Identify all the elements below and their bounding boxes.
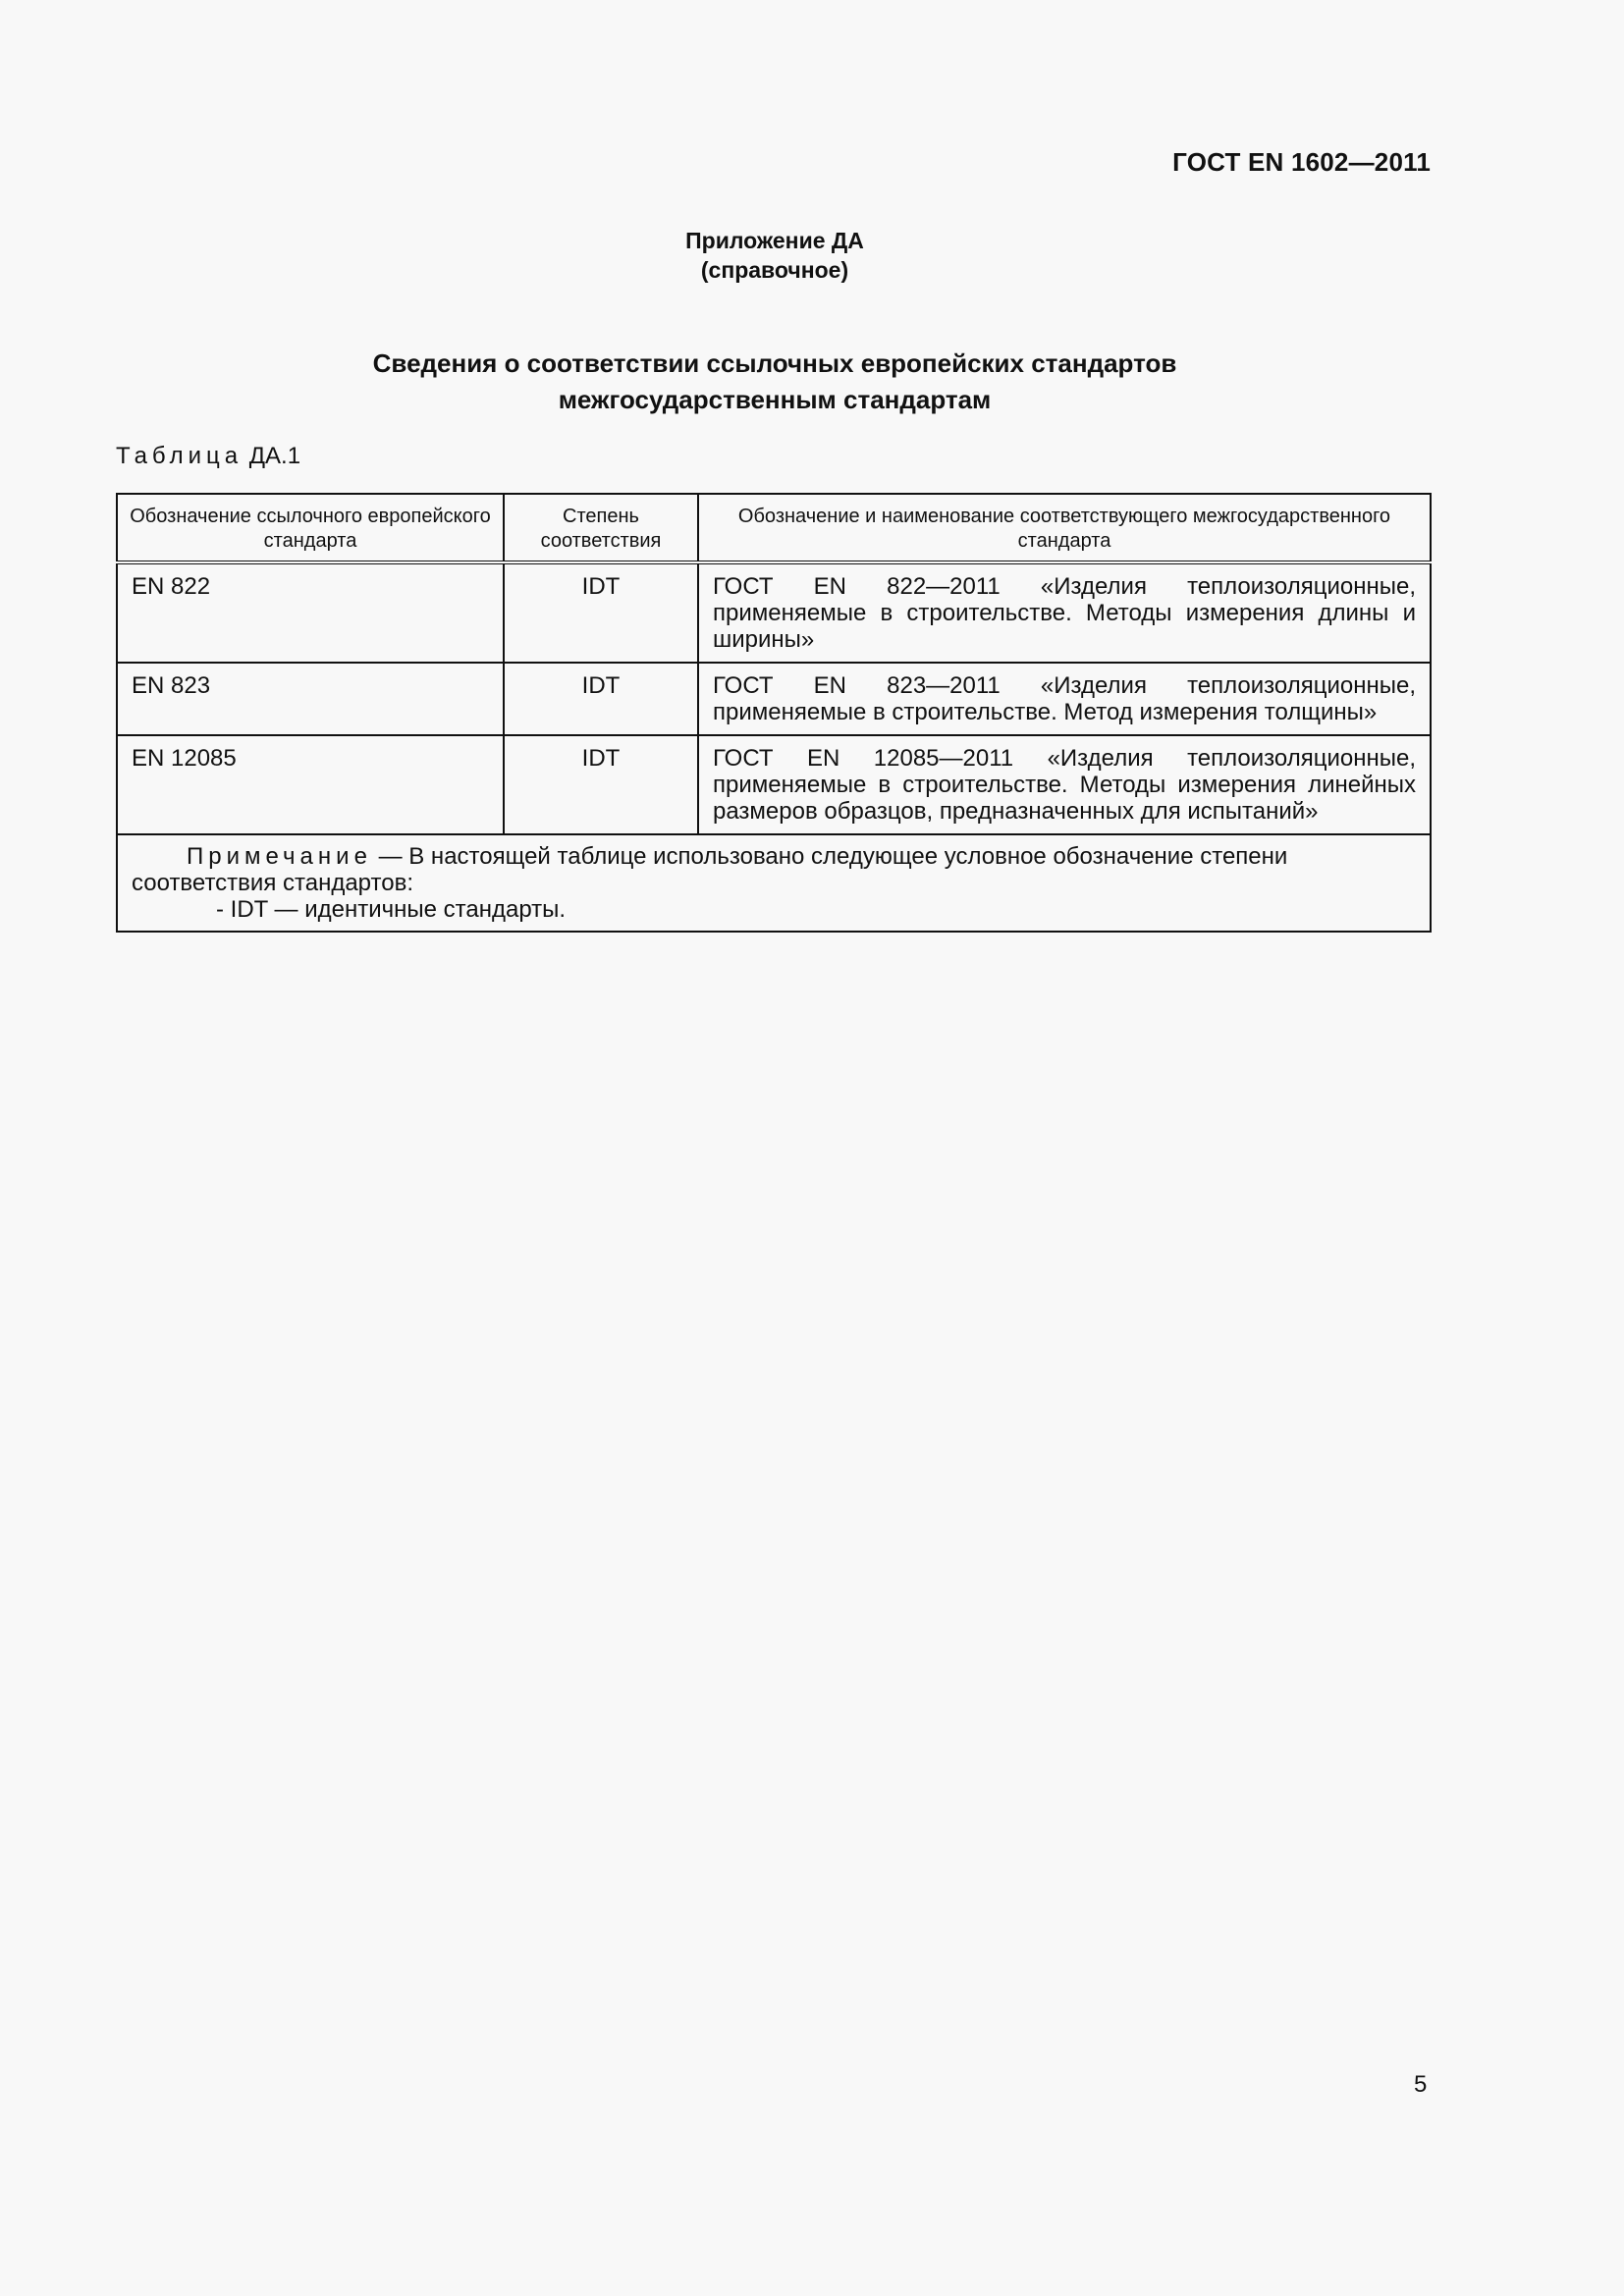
document-code: ГОСТ EN 1602—2011: [1172, 147, 1431, 177]
table-note-row: [117, 834, 1431, 932]
table-row: [117, 663, 1431, 735]
appendix-block: [0, 226, 1549, 285]
cell-ref: EN 12085: [117, 735, 504, 834]
table-row: [117, 562, 1431, 663]
appendix-subtitle: (справочное): [700, 257, 849, 283]
note-paragraph: [132, 843, 1416, 896]
header-gost-standard: Обозначение и наименование соответствующего межгосударственного стандарта: [698, 494, 1431, 562]
cell-ref: EN 822: [117, 562, 504, 663]
cell-degree: IDT: [504, 735, 698, 834]
section-heading: [0, 346, 1549, 418]
cell-gost: ГОСТ EN 823—2011 «Изделия теплоизоляционные, применяемые в строительстве. Метод измерения толщины»: [698, 663, 1431, 735]
section-heading-line2: межгосударственным стандартам: [558, 385, 992, 414]
cell-ref: EN 823: [117, 663, 504, 735]
header-ref-standard: Обозначение ссылочного европейского стандарта: [117, 494, 504, 562]
header-degree: Степень соответствия: [504, 494, 698, 562]
table-label-number: ДА.1: [248, 443, 301, 469]
section-heading-line1: Сведения о соответствии ссылочных европейских стандартов: [372, 348, 1177, 378]
table-row: [117, 735, 1431, 834]
table-label-word: Таблица: [116, 443, 244, 469]
table-header-row: [117, 494, 1431, 562]
appendix-title: Приложение ДА: [685, 228, 864, 253]
cell-degree: IDT: [504, 562, 698, 663]
note-text: — В настоящей таблице использовано следующее условное обозначение степени соответствия стандартов:: [132, 843, 1288, 896]
page-number: 5: [1414, 2071, 1428, 2098]
correspondence-table: [116, 493, 1432, 933]
note-list-item: - IDT — идентичные стандарты.: [216, 896, 567, 923]
table-label: [116, 443, 300, 470]
table-note: [117, 834, 1431, 932]
cell-degree: IDT: [504, 663, 698, 735]
cell-gost: ГОСТ EN 12085—2011 «Изделия теплоизоляционные, применяемые в строительстве. Методы измерения линейных размеров образцов, предназначенных для испытаний»: [698, 735, 1431, 834]
note-label: Примечание: [187, 843, 372, 870]
cell-gost: ГОСТ EN 822—2011 «Изделия теплоизоляционные, применяемые в строительстве. Методы измерения длины и ширины»: [698, 562, 1431, 663]
